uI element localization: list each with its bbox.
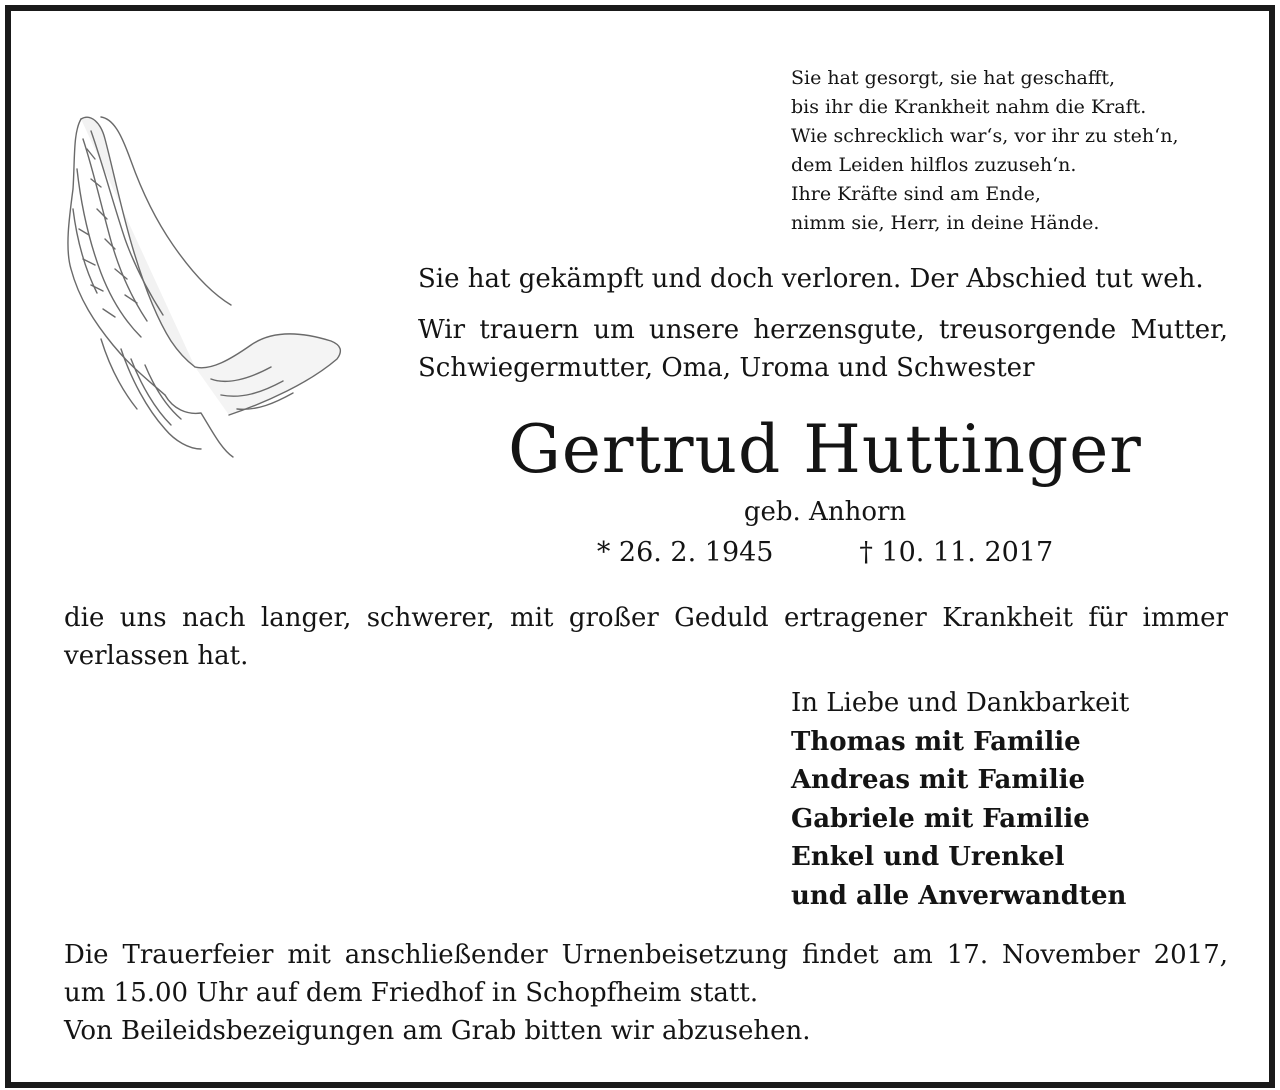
mourner-name: Thomas mit Familie bbox=[791, 726, 1081, 757]
funeral-line: Von Beileidsbezeigungen am Grab bitten wir abzusehen. bbox=[64, 1016, 811, 1046]
birth-date: * 26. 2. 1945 bbox=[596, 537, 774, 568]
closing-greeting: In Liebe und Dankbarkeit bbox=[791, 688, 1130, 718]
poem-line: Wie schrecklich war‘s, vor ihr zu steh‘n, bbox=[791, 125, 1179, 147]
intro-paragraph: Wir trauern um unsere herzensgute, treusorgende Mutter, Schwiegermutter, Oma, Uroma und Schwester bbox=[418, 315, 1228, 383]
birth-name: geb. Anhorn bbox=[743, 497, 907, 527]
funeral-notice bbox=[64, 936, 1228, 1050]
poem-line: nimm sie, Herr, in deine Hände. bbox=[791, 212, 1100, 234]
intro-line: Sie hat gekämpft und doch verloren. Der Abschied tut weh. bbox=[418, 264, 1204, 294]
life-dates bbox=[311, 537, 1280, 568]
poem-line: dem Leiden hilflos zuzuseh‘n. bbox=[791, 154, 1077, 176]
mourner-name: Gabriele mit Familie bbox=[791, 803, 1090, 834]
mourner-name: und alle Anverwandten bbox=[791, 880, 1127, 911]
praying-hands-icon bbox=[61, 109, 346, 461]
closing-block bbox=[791, 684, 1129, 915]
poem bbox=[791, 64, 1178, 238]
obituary-card bbox=[5, 5, 1275, 1088]
poem-line: bis ihr die Krankheit nahm die Kraft. bbox=[791, 96, 1147, 118]
funeral-line: Die Trauerfeier mit anschließender Urnenbeisetzung findet am 17. November 2017, bbox=[64, 940, 1228, 970]
deceased-name: Gertrud Huttinger bbox=[508, 411, 1142, 488]
death-date: † 10. 11. 2017 bbox=[859, 537, 1054, 568]
poem-line: Sie hat gesorgt, sie hat geschafft, bbox=[791, 67, 1116, 89]
mourner-name: Enkel und Urenkel bbox=[791, 842, 1065, 872]
funeral-line: um 15.00 Uhr auf dem Friedhof in Schopfheim statt. bbox=[64, 978, 759, 1008]
body-paragraph: die uns nach langer, schwerer, mit großer Geduld ertragener Krankheit für immer verlassen hat. bbox=[64, 603, 1228, 671]
poem-line: Ihre Kräfte sind am Ende, bbox=[791, 183, 1041, 205]
mourner-name: Andreas mit Familie bbox=[791, 765, 1086, 795]
